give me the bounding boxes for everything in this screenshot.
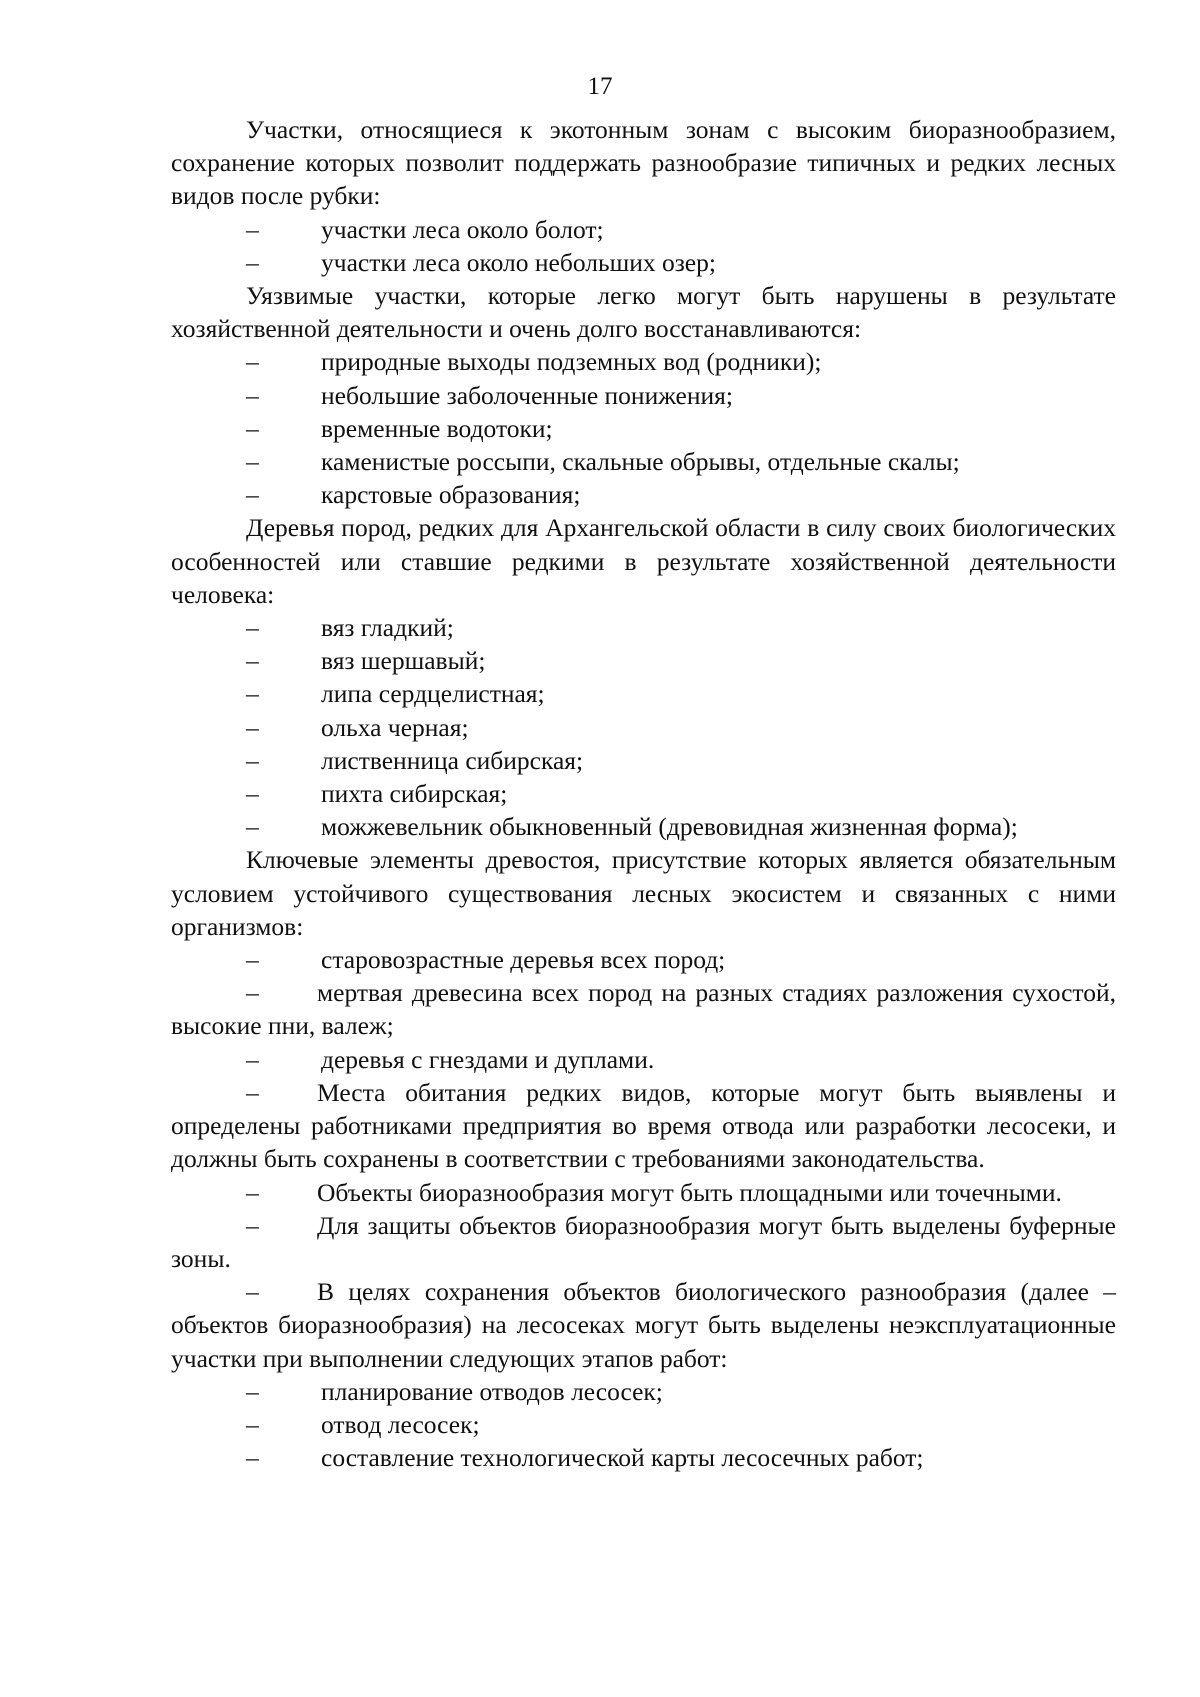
list-item-text: карстовые образования;	[321, 480, 581, 510]
dash-marker: –	[246, 413, 259, 443]
list-item-text: планирование отводов лесосек;	[321, 1376, 663, 1406]
list-item	[171, 1441, 1116, 1474]
page-number: 17	[587, 73, 613, 100]
dashed-paragraph-text: Места обитания редких видов, которые могут быть выявлены и определены работниками предприятия во время отвода или разработки лесосеки, и должны быть сохранены в соответствии с требованиями законодательства.	[171, 1077, 1116, 1174]
dash-marker: –	[246, 347, 259, 377]
dash-marker: –	[246, 214, 259, 244]
list-item-text: пихта сибирская;	[321, 779, 508, 809]
list-item	[171, 1043, 1116, 1076]
paragraph: Деревья пород, редких для Архангельской области в силу своих биологических особенностей или ставшие редкими в результате хозяйственной деятельности человека:	[171, 513, 1116, 609]
list-item-text: можжевельник обыкновенный (древовидная жизненная форма);	[321, 812, 1018, 842]
dash-marker: –	[246, 945, 259, 975]
dash-marker: –	[246, 1409, 259, 1439]
list-item-text: старовозрастные деревья всех пород;	[321, 945, 726, 975]
list-item-text: участки леса около болот;	[321, 214, 604, 244]
dash-marker: –	[246, 812, 259, 842]
list-item	[171, 644, 1116, 677]
dashed-paragraph	[171, 1076, 1116, 1176]
paragraph: Ключевые элементы древостоя, присутствие которых является обязательным условием устойчивого существования лесных экосистем и связанных с ними организмов:	[171, 845, 1116, 941]
dash-marker: –	[246, 1177, 259, 1207]
dash-marker: –	[246, 1077, 259, 1107]
list-item-text: вяз шершавый;	[321, 646, 486, 676]
list-item-text: природные выходы подземных вод (родники);	[321, 347, 822, 377]
dashed-paragraph	[171, 976, 1116, 1042]
paragraph: Участки, относящиеся к экотонным зонам с высоким биоразнообразием, сохранение которых позволит поддержать разнообразие типичных и редких лесных видов после рубки:	[171, 115, 1116, 211]
dash-marker: –	[246, 447, 259, 477]
dashed-paragraph	[171, 1275, 1116, 1375]
dashed-paragraph-text: Для защиты объектов биоразнообразия могут быть выделены буферные зоны.	[171, 1210, 1116, 1273]
dash-marker: –	[246, 247, 259, 277]
list-item	[171, 345, 1116, 378]
dashed-paragraph	[171, 1176, 1116, 1209]
dash-marker: –	[246, 712, 259, 742]
document-body	[171, 113, 1116, 1474]
dash-marker: –	[246, 646, 259, 676]
list-item	[171, 611, 1116, 644]
list-item	[171, 677, 1116, 710]
list-item	[171, 445, 1116, 478]
list-item-text: временные водотоки;	[321, 413, 553, 443]
dashed-paragraph-text: мертвая древесина всех пород на разных стадиях разложения сухостой, высокие пни, валеж;	[171, 978, 1116, 1041]
dash-marker: –	[246, 613, 259, 643]
dash-marker: –	[246, 480, 259, 510]
list-item	[171, 810, 1116, 843]
dash-marker: –	[246, 1376, 259, 1406]
dash-marker: –	[246, 745, 259, 775]
list-item-text: липа сердцелистная;	[321, 679, 545, 709]
list-item-text: деревья с гнездами и дуплами.	[321, 1044, 655, 1074]
dashed-paragraph-text: Объекты биоразнообразия могут быть площадными или точечными.	[317, 1177, 1062, 1207]
dash-marker: –	[246, 1210, 259, 1240]
dash-marker: –	[246, 779, 259, 809]
list-item-text: вяз гладкий;	[321, 613, 454, 643]
paragraph: Уязвимые участки, которые легко могут быть нарушены в результате хозяйственной деятельности и очень долго восстанавливаются:	[171, 281, 1116, 344]
list-item-text: составление технологической карты лесосечных работ;	[321, 1443, 924, 1473]
dash-marker: –	[246, 1277, 259, 1307]
list-item	[171, 213, 1116, 246]
dash-marker: –	[246, 1443, 259, 1473]
list-item	[171, 943, 1116, 976]
list-item	[171, 412, 1116, 445]
dash-marker: –	[246, 679, 259, 709]
dash-marker: –	[246, 978, 259, 1008]
list-item	[171, 777, 1116, 810]
list-item	[171, 478, 1116, 511]
dash-marker: –	[246, 1044, 259, 1074]
dashed-paragraph	[171, 1209, 1116, 1275]
list-item-text: каменистые россыпи, скальные обрывы, отдельные скалы;	[321, 447, 960, 477]
list-item-text: ольха черная;	[321, 712, 469, 742]
list-item	[171, 379, 1116, 412]
list-item-text: отвод лесосек;	[321, 1409, 480, 1439]
dash-marker: –	[246, 380, 259, 410]
list-item	[171, 711, 1116, 744]
list-item-text: лиственница сибирская;	[321, 745, 584, 775]
list-item-text: участки леса около небольших озер;	[321, 247, 716, 277]
list-item	[171, 246, 1116, 279]
list-item	[171, 744, 1116, 777]
dashed-paragraph-text: В целях сохранения объектов биологического разнообразия (далее – объектов биоразнообразия) на лесосеках могут быть выделены неэксплуатационные участки при выполнении следующих этапов работ:	[171, 1277, 1116, 1373]
list-item-text: небольшие заболоченные понижения;	[321, 380, 733, 410]
list-item	[171, 1408, 1116, 1441]
list-item	[171, 1375, 1116, 1408]
